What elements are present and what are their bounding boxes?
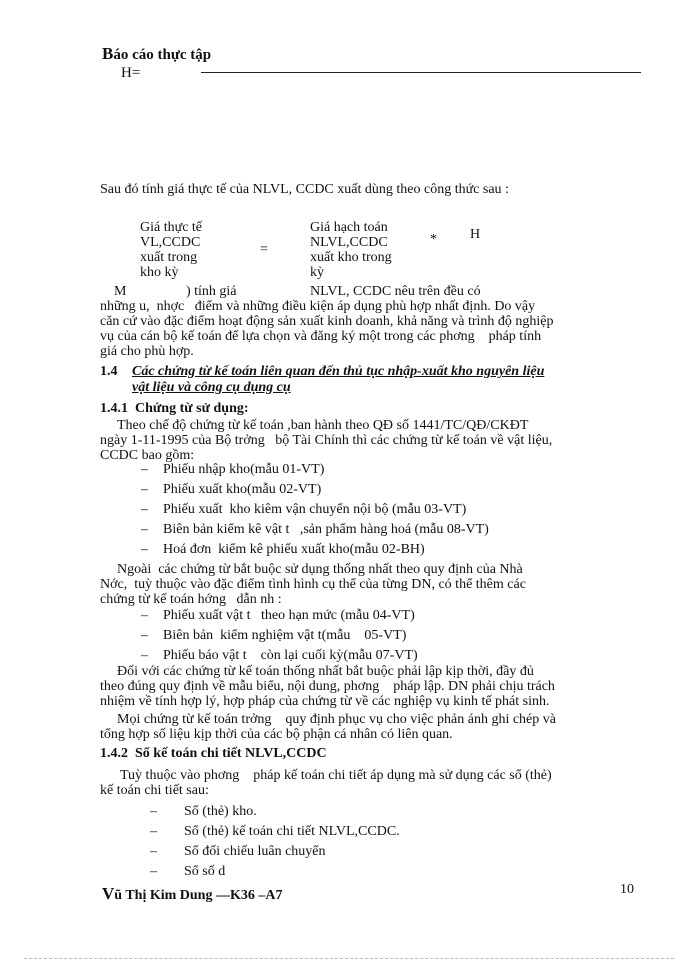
formula-h: H [470, 227, 481, 242]
list-item: – Biên bản kiểm kê vật t ,sản phẩm hàng hoá (mẫu 08-VT) [141, 522, 489, 537]
intro-line: Sau đó tính giá thực tế của NLVL, CCDC xuất dùng theo công thức sau : [100, 182, 509, 197]
formula-right: Giá hạch toán NLVL,CCDC xuất kho trong kỳ [310, 220, 392, 280]
section-1-4-1-para: Theo chế độ chứng từ kế toán ,ban hành theo QĐ số 1441/TC/QĐ/CKĐT ngày 1-11-1995 của Bộ trởng bộ Tài Chính thì các chứng từ kế toán về vật liệu, CCDC bao gồm: [100, 418, 553, 463]
methods-paragraph: M ) tính giá NLVL, CCDC nêu trên đều có những u, nhợc điểm và những điều kiện áp dụng phù hợp nhất định. Do vậy căn cứ vào đặc điểm hoạt động sản xuất kinh doanh, khả năng và trình độ nghiệp vụ của cán bộ kế toán để lựa chọn và đăng ký một trong các phơng pháp tính giá cho phù hợp. [100, 284, 554, 359]
formula-left: Giá thực tế VL,CCDC xuất trong kho kỳ [140, 220, 203, 280]
formula-times: * [430, 232, 437, 247]
section-1-4-1-para2: Ngoài các chứng từ bắt buộc sử dụng thống nhất theo quy định của Nhà Nớc, tuỳ thuộc vào đặc điểm tình hình cụ thể của từng DN, có thể thêm các chứng từ kế toán hớng dẫn nh : [100, 562, 526, 607]
section-1-4-title: Các chứng từ kế toán liên quan đến thủ tục nhập-xuất kho nguyên liệu vật liệu và công cụ dụng cụ [132, 364, 545, 395]
list-item: – Phiếu nhập kho(mẫu 01-VT) [141, 462, 325, 477]
section-1-4-2-para: Tuỳ thuộc vào phơng pháp kế toán chi tiết áp dụng mà sử dụng các sổ (thẻ) kế toán chi tiết sau: [100, 768, 552, 798]
section-1-4-2-heading: 1.4.2 Sổ kế toán chi tiết NLVL,CCDC [100, 746, 327, 761]
report-header-title: Báo cáo thực tập [102, 44, 212, 63]
list-item: – Sổ (thẻ) kho. [150, 804, 257, 819]
list-item: – Sổ số d [150, 864, 226, 879]
section-1-4-1-para4: Mọi chứng từ kế toán trởng quy định phục vụ cho việc phản ánh ghi chép và tổng hợp số liệu kịp thời của các bộ phận cá nhân có liên quan. [100, 712, 556, 742]
list-item: – Biên bản kiểm nghiệm vật t(mẫu 05-VT) [141, 628, 407, 643]
header-h-label: H= [121, 65, 141, 81]
list-item: – Phiếu xuất kho(mẫu 02-VT) [141, 482, 322, 497]
list-item: – Sổ đối chiếu luân chuyển [150, 844, 326, 859]
list-item: – Phiếu xuất vật t theo hạn mức (mẫu 04-VT) [141, 608, 415, 623]
list-item: – Sổ (thẻ) kế toán chi tiết NLVL,CCDC. [150, 824, 400, 839]
section-1-4-1-para3: Đối với các chứng từ kế toán thống nhất bắt buộc phải lập kịp thời, đầy đủ theo đúng quy định về mẫu biểu, nội dung, phơng pháp lập. DN phải chịu trách nhiệm về tính hợp lý, hợp pháp của chứng từ về các nghiệp vụ kinh tế phát sinh. [100, 664, 555, 709]
footer-author: Vũ Thị Kim Dung —K36 –A7 [102, 884, 283, 903]
list-item: – Hoá đơn kiểm kê phiếu xuất kho(mẫu 02-BH) [141, 542, 425, 557]
header-rule [201, 72, 641, 73]
section-1-4-number: 1.4 [100, 364, 118, 379]
page-bottom-edge [24, 958, 674, 959]
page-number: 10 [620, 882, 634, 897]
formula-equals: = [260, 242, 268, 257]
list-item: – Phiếu báo vật t còn lại cuối kỳ(mẫu 07-VT) [141, 648, 418, 663]
section-1-4-1-heading: 1.4.1 Chứng từ sử dụng: [100, 401, 249, 416]
list-item: – Phiếu xuất kho kiêm vận chuyển nội bộ (mẫu 03-VT) [141, 502, 467, 517]
